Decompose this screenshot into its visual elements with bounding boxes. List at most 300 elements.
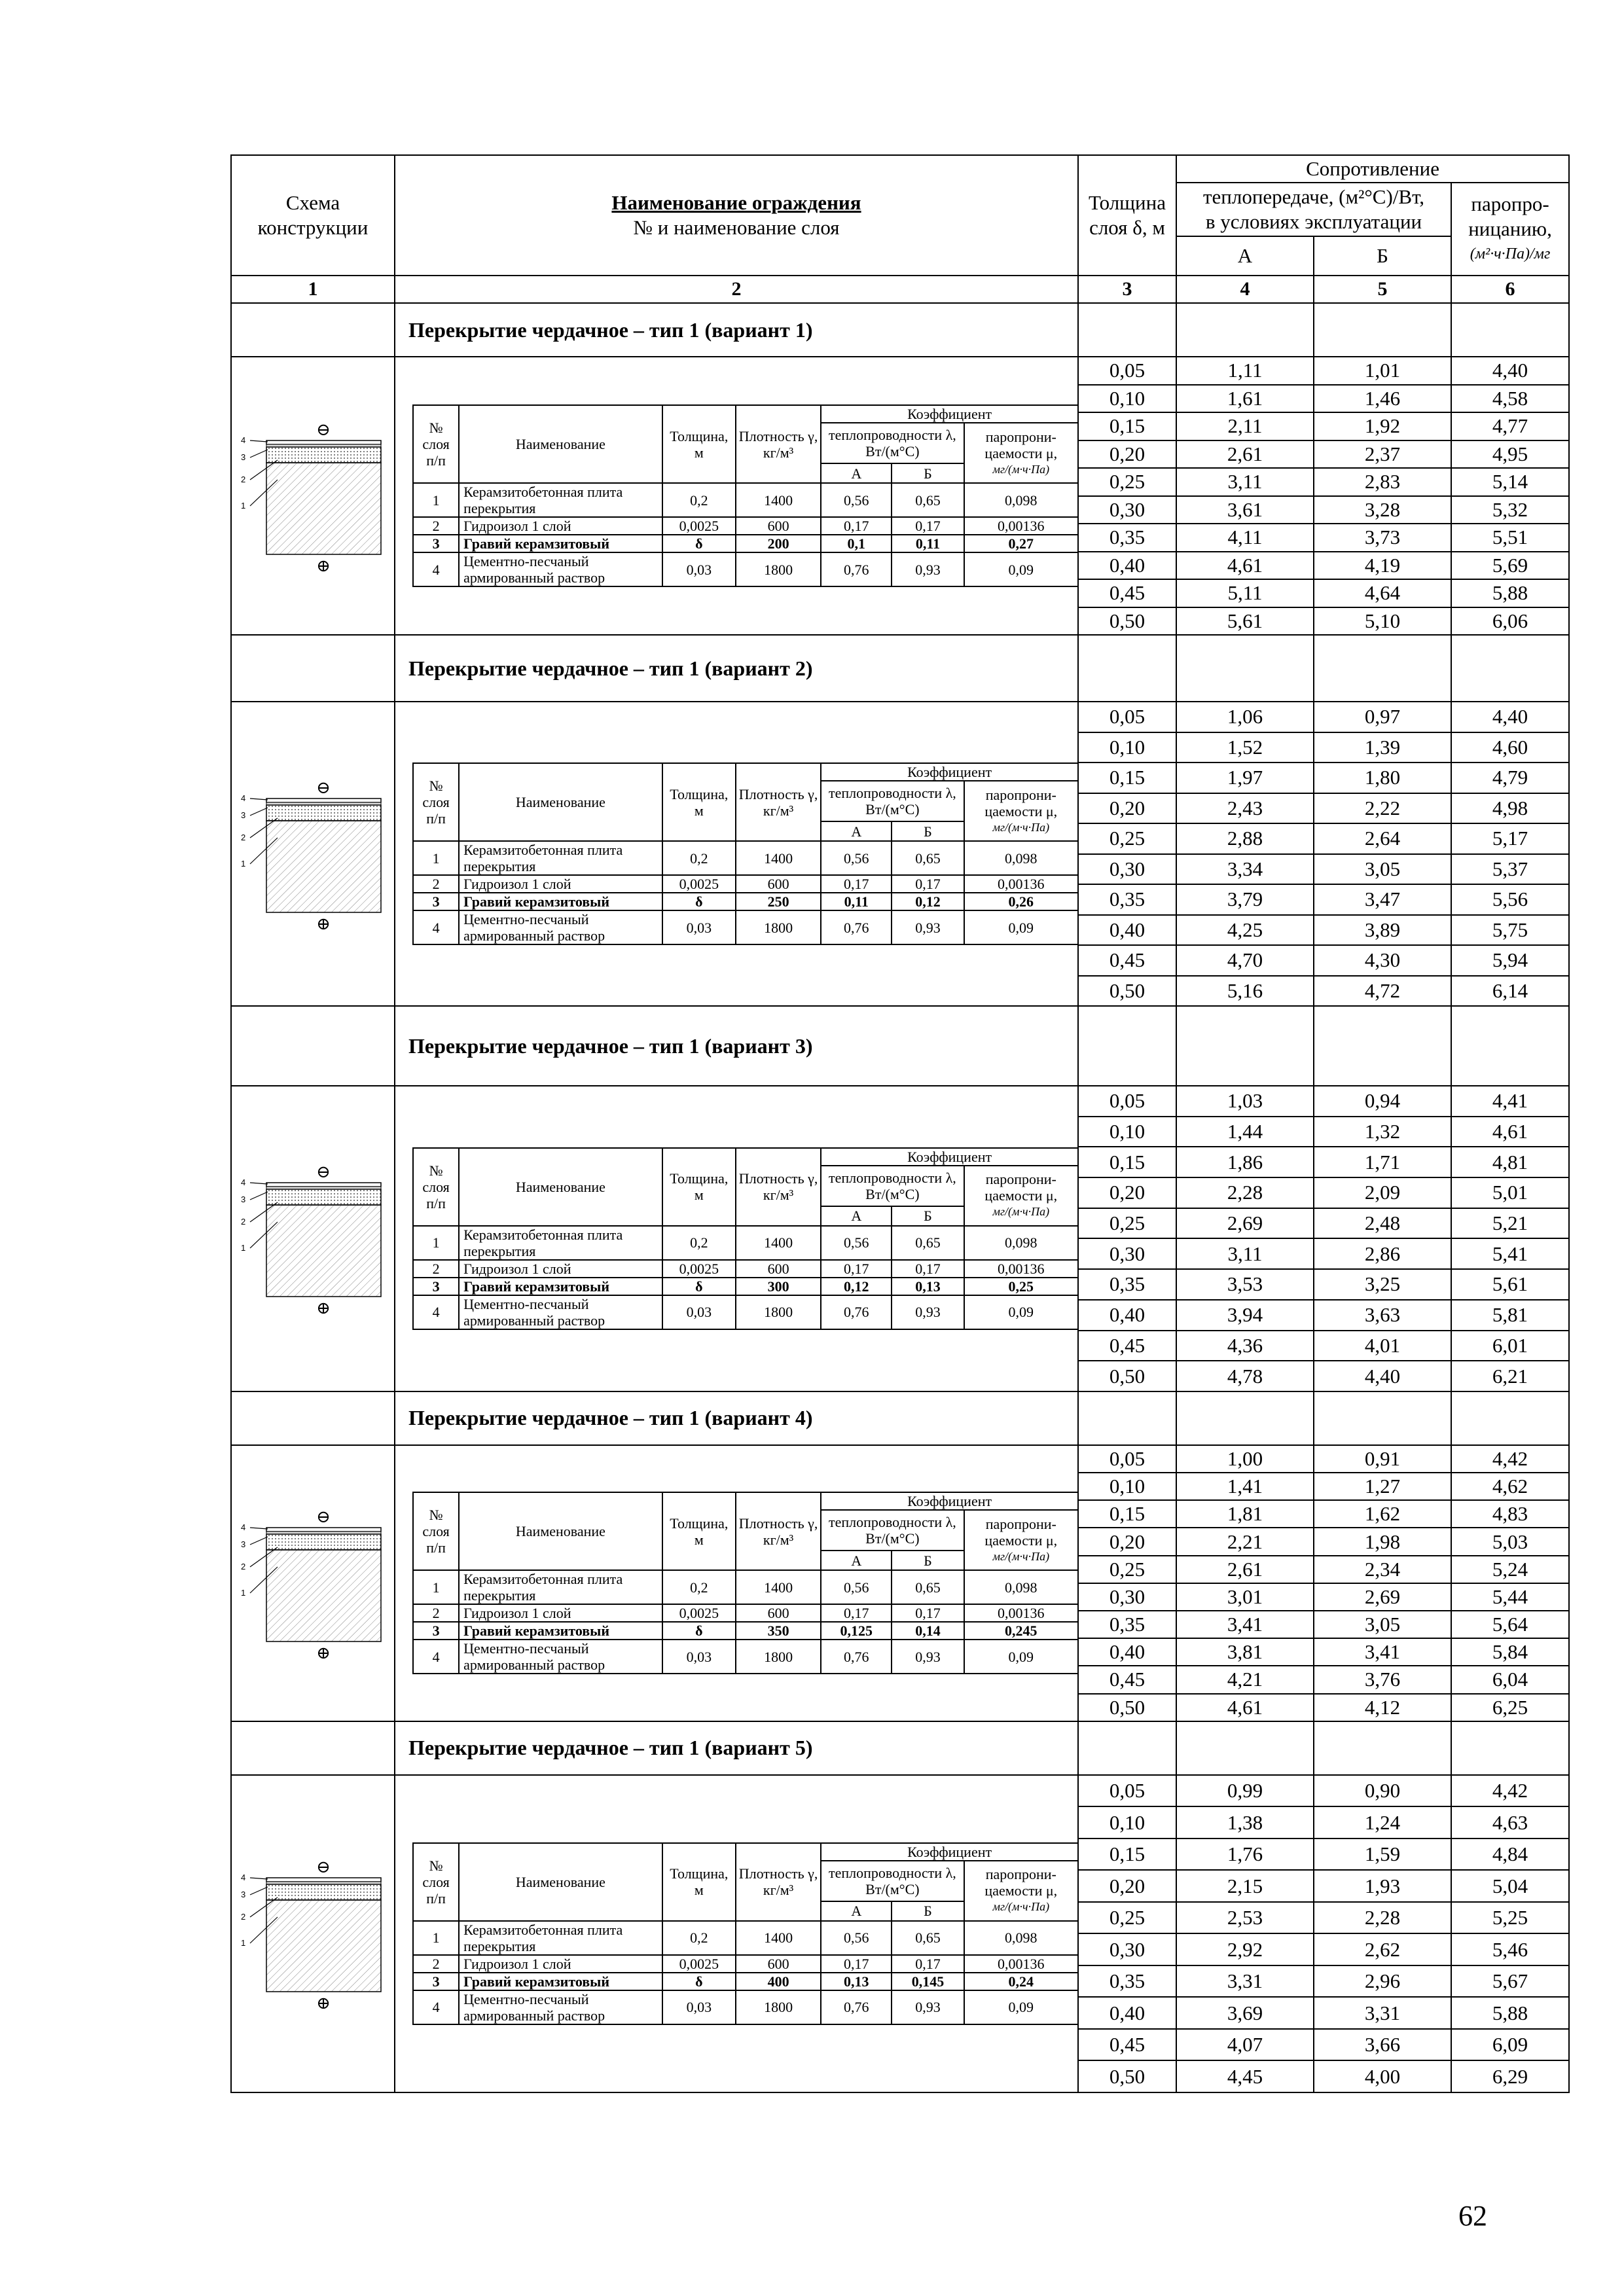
header-schema: Схема конструкции: [231, 155, 395, 276]
layer-no: 1: [413, 1570, 459, 1604]
thickness-value: 0,20: [1078, 793, 1176, 824]
resistance-heat-a: 2,43: [1176, 793, 1314, 824]
layers-header-coef: Коэффициент: [821, 763, 1078, 781]
thickness-value: 0,35: [1078, 884, 1176, 915]
layer-row: [413, 1226, 1078, 1260]
layer-vapor: 0,098: [964, 1570, 1078, 1604]
layers-header-thickness: Толщина, м: [662, 1843, 736, 1921]
resistance-heat-a: 1,81: [1176, 1500, 1314, 1528]
layer-cond-a: 0,76: [821, 1640, 892, 1674]
thickness-value: 0,05: [1078, 1445, 1176, 1473]
layer-cond-a: 0,1: [821, 535, 892, 552]
resistance-heat-a: 3,61: [1176, 496, 1314, 524]
layer-4-mortar: [266, 1528, 381, 1532]
resistance-heat-a: 4,36: [1176, 1331, 1314, 1361]
layer-cond-a: 0,17: [821, 1955, 892, 1973]
resistance-heat-a: 1,97: [1176, 762, 1314, 793]
resistance-row: [231, 357, 1569, 385]
schema-wrapper: [232, 395, 395, 598]
construction-scheme-diagram: [232, 1832, 395, 2035]
schema-cell: [231, 1445, 395, 1721]
construction-scheme-diagram: [232, 1482, 395, 1685]
resistance-heat-a: 3,81: [1176, 1638, 1314, 1666]
resistance-vapor: 5,56: [1451, 884, 1569, 915]
resistance-heat-a: 3,31: [1176, 1965, 1314, 1998]
thickness-value: 0,05: [1078, 1775, 1176, 1807]
section-title-row: [231, 635, 1569, 702]
header-col-a: А: [1176, 236, 1314, 276]
layer-thickness: δ: [662, 535, 736, 552]
layer-gravel: [266, 805, 381, 821]
schema-wrapper: [232, 1832, 395, 2035]
empty-cell: [1451, 1721, 1569, 1775]
resistance-heat-b: 3,05: [1314, 854, 1451, 885]
resistance-heat-a: 3,79: [1176, 884, 1314, 915]
empty-cell: [1451, 635, 1569, 702]
layer-name: Гидроизол 1 слой: [459, 517, 662, 535]
layer-density: 1400: [736, 1226, 821, 1260]
resistance-heat-b: 2,22: [1314, 793, 1451, 824]
resistance-heat-b: 4,40: [1314, 1361, 1451, 1391]
layer-thickness: 0,2: [662, 1226, 736, 1260]
thickness-value: 0,10: [1078, 385, 1176, 413]
layer-row: [413, 1921, 1078, 1955]
layers-table: [412, 762, 1079, 945]
layers-header-vapor-label: паропрони-цаемости μ,: [984, 786, 1058, 819]
resistance-heat-a: 1,00: [1176, 1445, 1314, 1473]
layer-name: Керамзитобетонная плита перекрытия: [459, 483, 662, 517]
empty-cell: [1451, 303, 1569, 357]
layer-row: [413, 1260, 1078, 1278]
layer-4-mortar: [266, 1878, 381, 1882]
layer-cond-a: 0,17: [821, 875, 892, 893]
schema-layer-label: 3: [241, 452, 246, 462]
resistance-heat-a: 4,78: [1176, 1361, 1314, 1391]
section-title: Перекрытие чердачное – тип 1 (вариант 3): [395, 1006, 1078, 1086]
layer-row: [413, 1295, 1078, 1329]
layers-header-no: № слоя п/п: [413, 763, 459, 841]
resistance-heat-b: 3,31: [1314, 1997, 1451, 2029]
thickness-value: 0,20: [1078, 1870, 1176, 1902]
resistance-heat-a: 4,21: [1176, 1666, 1314, 1693]
thickness-value: 0,05: [1078, 1086, 1176, 1117]
layer-thickness: δ: [662, 1622, 736, 1640]
resistance-vapor: 4,98: [1451, 793, 1569, 824]
thickness-value: 0,40: [1078, 1300, 1176, 1331]
resistance-heat-b: 3,25: [1314, 1269, 1451, 1300]
schema-layer-label: 4: [241, 1522, 246, 1532]
resistance-heat-a: 4,45: [1176, 2060, 1314, 2092]
layers-header-conductivity: теплопроводности λ, Вт/(м°С): [821, 1510, 964, 1551]
resistance-row: [231, 1445, 1569, 1473]
layer-name: Цементно-песчаный армированный раствор: [459, 1990, 662, 2024]
layer-vapor: 0,25: [964, 1278, 1078, 1295]
schema-layer-label: 2: [241, 1217, 246, 1227]
layer-cond-a: 0,56: [821, 483, 892, 517]
resistance-vapor: 4,40: [1451, 357, 1569, 385]
layers-header-vapor: [964, 423, 1078, 483]
resistance-vapor: 4,60: [1451, 732, 1569, 763]
header-vapor: [1451, 183, 1569, 276]
empty-cell: [1314, 1721, 1451, 1775]
layer-name: Гидроизол 1 слой: [459, 1955, 662, 1973]
layer-cond-a: 0,56: [821, 1570, 892, 1604]
layers-header-vapor-unit: мг/(м·ч·Па): [992, 1900, 1050, 1914]
layer-cond-b: 0,93: [892, 1990, 964, 2024]
schema-cell: [231, 357, 395, 635]
layer-name: Цементно-песчаный армированный раствор: [459, 552, 662, 586]
resistance-heat-a: 3,34: [1176, 854, 1314, 885]
thickness-value: 0,30: [1078, 496, 1176, 524]
layer-cond-b: 0,145: [892, 1973, 964, 1990]
layer-thickness: 0,2: [662, 1921, 736, 1955]
layer-1-slab: [266, 1900, 381, 1992]
resistance-vapor: 5,04: [1451, 1870, 1569, 1902]
layer-1-slab: [266, 463, 381, 554]
layer-thickness: 0,0025: [662, 1260, 736, 1278]
layer-row: [413, 1570, 1078, 1604]
layer-thickness: 0,2: [662, 483, 736, 517]
layer-cond-b: 0,17: [892, 1955, 964, 1973]
layer-thickness: δ: [662, 1973, 736, 1990]
resistance-vapor: 5,75: [1451, 915, 1569, 946]
resistance-heat-b: 1,01: [1314, 357, 1451, 385]
thickness-value: 0,25: [1078, 823, 1176, 854]
resistance-vapor: 4,62: [1451, 1473, 1569, 1500]
schema-layer-label: 3: [241, 810, 246, 820]
layer-vapor: 0,098: [964, 1921, 1078, 1955]
thickness-value: 0,40: [1078, 552, 1176, 580]
schema-layer-label: 4: [241, 793, 246, 803]
layer-thickness: 0,0025: [662, 1955, 736, 1973]
resistance-vapor: 4,77: [1451, 412, 1569, 440]
layer-cond-b: 0,17: [892, 875, 964, 893]
empty-cell: [231, 1721, 395, 1775]
thickness-value: 0,20: [1078, 1177, 1176, 1208]
empty-cell: [1314, 635, 1451, 702]
layer-thickness: 0,03: [662, 1640, 736, 1674]
layers-header-vapor: [964, 1510, 1078, 1570]
resistance-vapor: 5,51: [1451, 524, 1569, 552]
layer-density: 1400: [736, 1921, 821, 1955]
layer-row: [413, 1990, 1078, 2024]
layer-vapor: 0,09: [964, 552, 1078, 586]
layer-vapor: 0,00136: [964, 517, 1078, 535]
layers-header-vapor-unit: мг/(м·ч·Па): [992, 820, 1050, 834]
resistance-vapor: 5,88: [1451, 1997, 1569, 2029]
layer-density: 400: [736, 1973, 821, 1990]
layers-cell: [395, 1086, 1078, 1391]
schema-layer-label: 2: [241, 1561, 246, 1571]
resistance-heat-b: 2,09: [1314, 1177, 1451, 1208]
layer-no: 2: [413, 517, 459, 535]
resistance-heat-a: 2,28: [1176, 1177, 1314, 1208]
layer-cond-a: 0,12: [821, 1278, 892, 1295]
layers-header-vapor-unit: мг/(м·ч·Па): [992, 1205, 1050, 1219]
layer-name: Цементно-песчаный армированный раствор: [459, 910, 662, 944]
layers-header-a: А: [821, 1901, 892, 1921]
layer-row: [413, 893, 1078, 910]
layer-thickness: 0,03: [662, 552, 736, 586]
layer-1-slab: [266, 1205, 381, 1297]
resistance-heat-b: 1,27: [1314, 1473, 1451, 1500]
empty-cell: [231, 303, 395, 357]
layer-name: Гравий керамзитовый: [459, 893, 662, 910]
section-title: Перекрытие чердачное – тип 1 (вариант 2): [395, 635, 1078, 702]
layers-header-a: А: [821, 1206, 892, 1226]
thickness-value: 0,40: [1078, 1997, 1176, 2029]
layer-cond-b: 0,14: [892, 1622, 964, 1640]
layer-no: 2: [413, 875, 459, 893]
layer-cond-b: 0,93: [892, 1295, 964, 1329]
resistance-heat-b: 2,96: [1314, 1965, 1451, 1998]
resistance-heat-a: 1,86: [1176, 1147, 1314, 1177]
resistance-heat-b: 2,64: [1314, 823, 1451, 854]
resistance-vapor: 5,37: [1451, 854, 1569, 885]
layers-header-vapor: [964, 1861, 1078, 1921]
thickness-value: 0,30: [1078, 1933, 1176, 1965]
minus-sign-icon: ⊖: [316, 1857, 331, 1877]
layers-header-no: № слоя п/п: [413, 1843, 459, 1921]
schema-layer-label: 1: [241, 1587, 246, 1598]
layers-header-density: Плотность γ, кг/м³: [736, 1843, 821, 1921]
thickness-value: 0,20: [1078, 440, 1176, 469]
layer-row: [413, 910, 1078, 944]
layer-vapor: 0,098: [964, 483, 1078, 517]
schema-cell: [231, 1086, 395, 1391]
resistance-vapor: 4,42: [1451, 1445, 1569, 1473]
header-col-b: Б: [1314, 236, 1451, 276]
thickness-value: 0,25: [1078, 1556, 1176, 1583]
layers-header-vapor-unit: мг/(м·ч·Па): [992, 462, 1050, 476]
schema-cell: [231, 1775, 395, 2092]
resistance-vapor: 4,81: [1451, 1147, 1569, 1177]
layers-header-name: Наименование: [459, 1148, 662, 1226]
resistance-heat-b: 3,41: [1314, 1638, 1451, 1666]
layer-cond-b: 0,65: [892, 1226, 964, 1260]
resistance-heat-b: 1,92: [1314, 412, 1451, 440]
layer-no: 4: [413, 1990, 459, 2024]
resistance-vapor: 4,40: [1451, 702, 1569, 732]
thickness-value: 0,45: [1078, 1331, 1176, 1361]
layer-cond-a: 0,76: [821, 1990, 892, 2024]
layer-no: 3: [413, 1973, 459, 1990]
layers-header-thickness: Толщина, м: [662, 763, 736, 841]
empty-cell: [1314, 1391, 1451, 1445]
layer-name: Гравий керамзитовый: [459, 535, 662, 552]
layer-cond-b: 0,65: [892, 1921, 964, 1955]
layers-header-density: Плотность γ, кг/м³: [736, 763, 821, 841]
col-number: 6: [1451, 276, 1569, 303]
resistance-heat-a: 1,06: [1176, 702, 1314, 732]
empty-cell: [1176, 1721, 1314, 1775]
layer-no: 2: [413, 1260, 459, 1278]
resistance-vapor: 5,61: [1451, 1269, 1569, 1300]
resistance-heat-a: 1,41: [1176, 1473, 1314, 1500]
resistance-vapor: 6,14: [1451, 976, 1569, 1007]
layer-density: 600: [736, 517, 821, 535]
resistance-heat-a: 3,53: [1176, 1269, 1314, 1300]
resistance-vapor: 6,29: [1451, 2060, 1569, 2092]
resistance-heat-b: 1,62: [1314, 1500, 1451, 1528]
section-title: Перекрытие чердачное – тип 1 (вариант 4): [395, 1391, 1078, 1445]
resistance-heat-b: 2,83: [1314, 468, 1451, 496]
header-thickness: Толщина слоя δ, м: [1078, 155, 1176, 276]
resistance-vapor: 5,25: [1451, 1902, 1569, 1934]
resistance-heat-a: 3,01: [1176, 1583, 1314, 1611]
resistance-vapor: 5,17: [1451, 823, 1569, 854]
header-heat: [1176, 183, 1451, 236]
layer-no: 3: [413, 535, 459, 552]
layer-no: 3: [413, 1278, 459, 1295]
resistance-vapor: 5,01: [1451, 1177, 1569, 1208]
layer-no: 1: [413, 483, 459, 517]
layer-density: 250: [736, 893, 821, 910]
thickness-value: 0,30: [1078, 1583, 1176, 1611]
layer-thickness: 0,2: [662, 1570, 736, 1604]
thickness-value: 0,50: [1078, 607, 1176, 636]
thickness-value: 0,05: [1078, 357, 1176, 385]
resistance-heat-b: 3,89: [1314, 915, 1451, 946]
resistance-vapor: 4,84: [1451, 1839, 1569, 1871]
layer-cond-a: 0,17: [821, 1604, 892, 1622]
resistance-heat-a: 3,69: [1176, 1997, 1314, 2029]
minus-sign-icon: ⊖: [316, 778, 331, 797]
thickness-value: 0,25: [1078, 468, 1176, 496]
layer-vapor: 0,09: [964, 1295, 1078, 1329]
page-number: 62: [1458, 2200, 1487, 2232]
header-vapor-label: паропро-ницанию,: [1468, 192, 1552, 240]
thickness-value: 0,50: [1078, 976, 1176, 1007]
resistance-heat-a: 1,03: [1176, 1086, 1314, 1117]
thickness-value: 0,35: [1078, 1965, 1176, 1998]
resistance-vapor: 5,24: [1451, 1556, 1569, 1583]
schema-layer-label: 4: [241, 1873, 246, 1883]
resistance-heat-a: 0,99: [1176, 1775, 1314, 1807]
minus-sign-icon: ⊖: [316, 420, 331, 439]
layers-header-a: А: [821, 463, 892, 483]
thickness-value: 0,35: [1078, 524, 1176, 552]
layers-header-b: Б: [892, 463, 964, 483]
resistance-vapor: 5,64: [1451, 1611, 1569, 1638]
layers-header-vapor-label: паропрони-цаемости μ,: [984, 1171, 1058, 1204]
empty-cell: [1451, 1391, 1569, 1445]
layer-gravel: [266, 1189, 381, 1205]
layer-thickness: 0,03: [662, 1295, 736, 1329]
thickness-value: 0,15: [1078, 762, 1176, 793]
thickness-value: 0,40: [1078, 1638, 1176, 1666]
resistance-heat-a: 4,61: [1176, 552, 1314, 580]
resistance-vapor: 4,58: [1451, 385, 1569, 413]
section-title: Перекрытие чердачное – тип 1 (вариант 1): [395, 303, 1078, 357]
empty-cell: [1078, 1721, 1176, 1775]
empty-cell: [1078, 1391, 1176, 1445]
schema-layer-label: 2: [241, 832, 246, 842]
resistance-heat-a: 1,61: [1176, 385, 1314, 413]
resistance-vapor: 6,04: [1451, 1666, 1569, 1693]
resistance-heat-b: 2,86: [1314, 1238, 1451, 1269]
layer-name: Цементно-песчаный армированный раствор: [459, 1295, 662, 1329]
layer-row: [413, 1622, 1078, 1640]
resistance-vapor: 4,83: [1451, 1500, 1569, 1528]
layers-cell: [395, 357, 1078, 635]
layer-name: Керамзитобетонная плита перекрытия: [459, 1570, 662, 1604]
resistance-heat-a: 2,92: [1176, 1933, 1314, 1965]
resistance-heat-b: 1,93: [1314, 1870, 1451, 1902]
layer-thickness: 0,2: [662, 841, 736, 875]
layer-cond-b: 0,17: [892, 1604, 964, 1622]
thickness-value: 0,25: [1078, 1902, 1176, 1934]
layer-cond-a: 0,56: [821, 1921, 892, 1955]
resistance-heat-a: 1,52: [1176, 732, 1314, 763]
layers-header-b: Б: [892, 1206, 964, 1226]
resistance-row: [231, 1775, 1569, 1807]
resistance-heat-b: 3,73: [1314, 524, 1451, 552]
thickness-value: 0,15: [1078, 412, 1176, 440]
layer-vapor: 0,098: [964, 841, 1078, 875]
empty-cell: [1314, 1006, 1451, 1086]
resistance-heat-b: 1,59: [1314, 1839, 1451, 1871]
schema-layer-label: 4: [241, 435, 246, 445]
layer-gravel: [266, 1884, 381, 1900]
layer-vapor: 0,098: [964, 1226, 1078, 1260]
section-title-row: [231, 1721, 1569, 1775]
header-vapor-unit: (м²·ч·Па)/мг: [1470, 245, 1551, 262]
layer-row: [413, 535, 1078, 552]
empty-cell: [1451, 1006, 1569, 1086]
resistance-vapor: 5,94: [1451, 945, 1569, 976]
thickness-value: 0,05: [1078, 702, 1176, 732]
layer-cond-a: 0,76: [821, 910, 892, 944]
layer-vapor: 0,245: [964, 1622, 1078, 1640]
thermal-resistance-table: [230, 154, 1570, 2093]
resistance-vapor: 4,61: [1451, 1117, 1569, 1147]
layer-no: 4: [413, 1640, 459, 1674]
layers-header-vapor: [964, 781, 1078, 841]
schema-layer-label: 1: [241, 858, 246, 869]
layers-header-no: № слоя п/п: [413, 1492, 459, 1570]
resistance-heat-b: 2,37: [1314, 440, 1451, 469]
layers-header-no: № слоя п/п: [413, 1148, 459, 1226]
construction-scheme-diagram: [232, 395, 395, 598]
layer-name: Гравий керамзитовый: [459, 1973, 662, 1990]
layer-cond-b: 0,65: [892, 1570, 964, 1604]
layer-no: 1: [413, 1921, 459, 1955]
resistance-heat-a: 2,69: [1176, 1208, 1314, 1239]
layers-header-a: А: [821, 821, 892, 841]
layer-cond-b: 0,12: [892, 893, 964, 910]
layers-header-coef: Коэффициент: [821, 1492, 1078, 1510]
resistance-heat-b: 3,47: [1314, 884, 1451, 915]
resistance-heat-b: 3,05: [1314, 1611, 1451, 1638]
thickness-value: 0,15: [1078, 1839, 1176, 1871]
layer-cond-b: 0,65: [892, 841, 964, 875]
layer-row: [413, 1955, 1078, 1973]
construction-scheme-diagram: [232, 753, 395, 956]
schema-wrapper: [232, 753, 395, 956]
layers-table: [412, 404, 1079, 587]
layers-table: [412, 1842, 1079, 2025]
thickness-value: 0,50: [1078, 2060, 1176, 2092]
layer-row: [413, 552, 1078, 586]
plus-sign-icon: ⊕: [316, 556, 331, 575]
layer-density: 1800: [736, 552, 821, 586]
layer-row: [413, 875, 1078, 893]
layers-header-vapor-unit: мг/(м·ч·Па): [992, 1549, 1050, 1563]
thickness-value: 0,10: [1078, 1806, 1176, 1839]
layers-header-vapor-label: паропрони-цаемости μ,: [984, 428, 1058, 461]
layer-row: [413, 1640, 1078, 1674]
